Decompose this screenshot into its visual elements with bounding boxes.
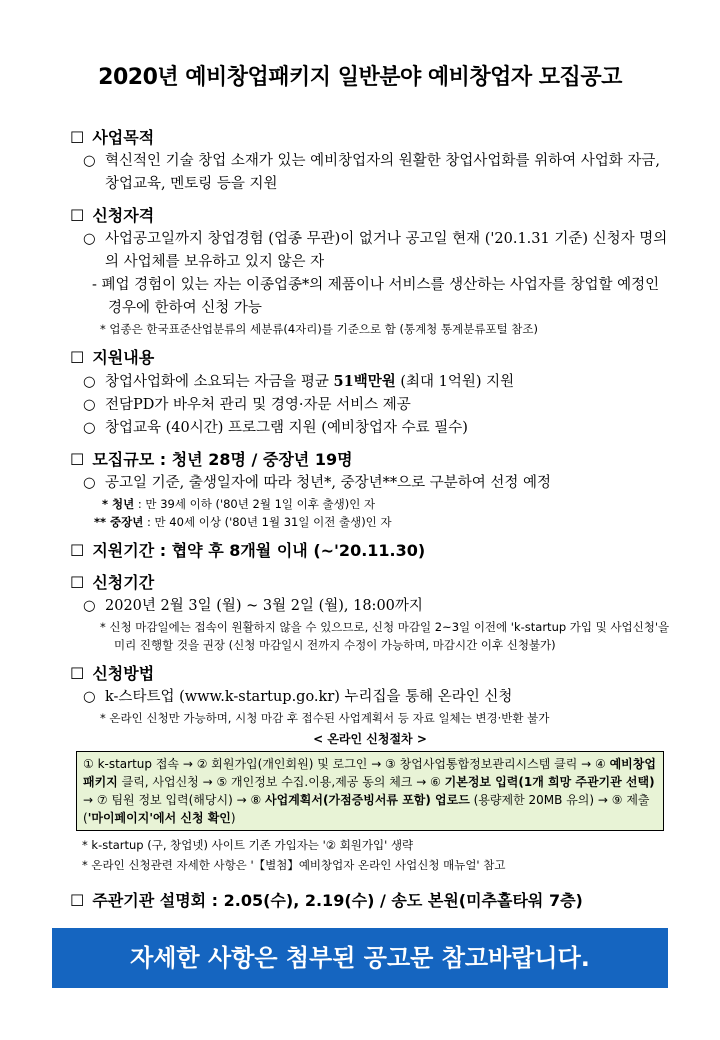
section-heading-scale: ☐ 모집규모 : 청년 28명 / 중장년 19명 — [70, 450, 353, 469]
list-item: ○ 2020년 2월 3일 (월) ~ 3월 2일 (월), 18:00까지 — [83, 598, 423, 614]
notice-title: 2020년 예비창업패키지 일반분야 예비창업자 모집공고 — [98, 65, 622, 90]
footnote: * 업종은 한국표준산업분류의 세분류(4자리)를 기준으로 함 (통계청 통계분류포털 참조) — [100, 322, 538, 336]
procedure-title: < 온라인 신청절차 > — [313, 732, 427, 746]
notice-body — [70, 118, 670, 913]
section-heading-purpose: ☐ 사업목적 — [70, 128, 155, 147]
footnote: * 온라인 신청만 가능하며, 시청 마감 후 접수된 사업계획서 등 자료 일체는 변경·반환 불가 — [100, 711, 550, 725]
list-item: ○ 사업공고일까지 창업경험 (업종 무관)이 없거나 공고일 현재 ('20.1.31 기준) 신청자 명의의 사업체를 보유하고 있지 않은 자 — [83, 231, 668, 270]
list-item: ○ 혁신적인 기술 창업 소재가 있는 예비창업자의 원활한 창업사업화를 위하여 사업화 자금, 창업교육, 멘토링 등을 지원 — [83, 153, 660, 192]
section-heading-eligibility: ☐ 신청자격 — [70, 206, 155, 225]
footnote: * 신청 마감일에는 접속이 원활하지 않을 수 있으므로, 신청 마감일 2~3일 이전에 'k-startup 가입 및 사업신청'을 미리 진행할 것을 권장 (신청 마감일시 전까지 수정이 가능하며, 마감시간 이후 신청불가) — [100, 620, 670, 652]
section-heading-support: ☐ 지원내용 — [70, 348, 155, 367]
list-item: ○ k-스타트업 (www.k-startup.go.kr) 누리집을 통해 온라인 신청 — [83, 689, 513, 705]
footnote: * 청년 : 만 39세 이하 ('80년 2월 1일 이후 출생)인 자 — [102, 497, 376, 511]
list-item: ○ 공고일 기준, 출생일자에 따라 청년*, 중장년**으로 구분하여 선정 예정 — [83, 475, 552, 491]
checkbox-glyph: ☐ — [70, 128, 85, 147]
section-heading-briefing: ☐ 주관기관 설명회 : 2.05(수), 2.19(수) / 송도 본원(미추홀타워 7층) — [70, 891, 583, 910]
section-heading-apply-period: ☐ 신청기간 — [70, 573, 155, 592]
list-item: ○ 창업교육 (40시간) 프로그램 지원 (예비창업자 수료 필수) — [83, 420, 468, 436]
footnote: * k-startup (구, 창업넷) 사이트 기존 가입자는 '② 회원가입' 생략 — [82, 838, 414, 852]
footer-banner: 자세한 사항은 첨부된 공고문 참고바랍니다. — [52, 928, 668, 988]
list-item: ○ 전담PD가 바우처 관리 및 경영·자문 서비스 제공 — [83, 397, 411, 413]
list-item: ○ 창업사업화에 소요되는 자금을 평균 51백만원 (최대 1억원) 지원 — [83, 373, 515, 390]
footnote: * 온라인 신청관련 자세한 사항은 '【별첨】예비창업자 온라인 사업신청 매뉴얼' 참고 — [82, 858, 506, 872]
footnote: ** 중장년 : 만 40세 이상 ('80년 1월 31일 이전 출생)인 자 — [94, 515, 392, 529]
section-heading-method: ☐ 신청방법 — [70, 664, 155, 683]
sub-item: - 폐업 경험이 있는 자는 이종업종*의 제품이나 서비스를 생산하는 사업자를 창업할 예정인 경우에 한하여 신청 가능 — [92, 277, 660, 316]
procedure-box: ① k-startup 접속 → ② 회원가입(개인회원) 및 로그인 → ③ 창업사업통합정보관리시스템 클릭 → ④ 예비창업패키지 클릭, 사업신청 → ⑤ 개인정보 수집.이용,제공 동의 체크 → ⑥ 기본정보 입력(1개 희망 주관기관 선택) → ⑦ 팀원 정보 입력(해당시) → ⑧ 사업계획서(가점증빙서류 포함) 업로드 (용량제한 20MB 유의) → ⑨ 제출 ('마이페이지'에서 신청 확인) — [76, 751, 664, 831]
section-heading-period: ☐ 지원기간 : 협약 후 8개월 이내 (~'20.11.30) — [70, 541, 426, 560]
